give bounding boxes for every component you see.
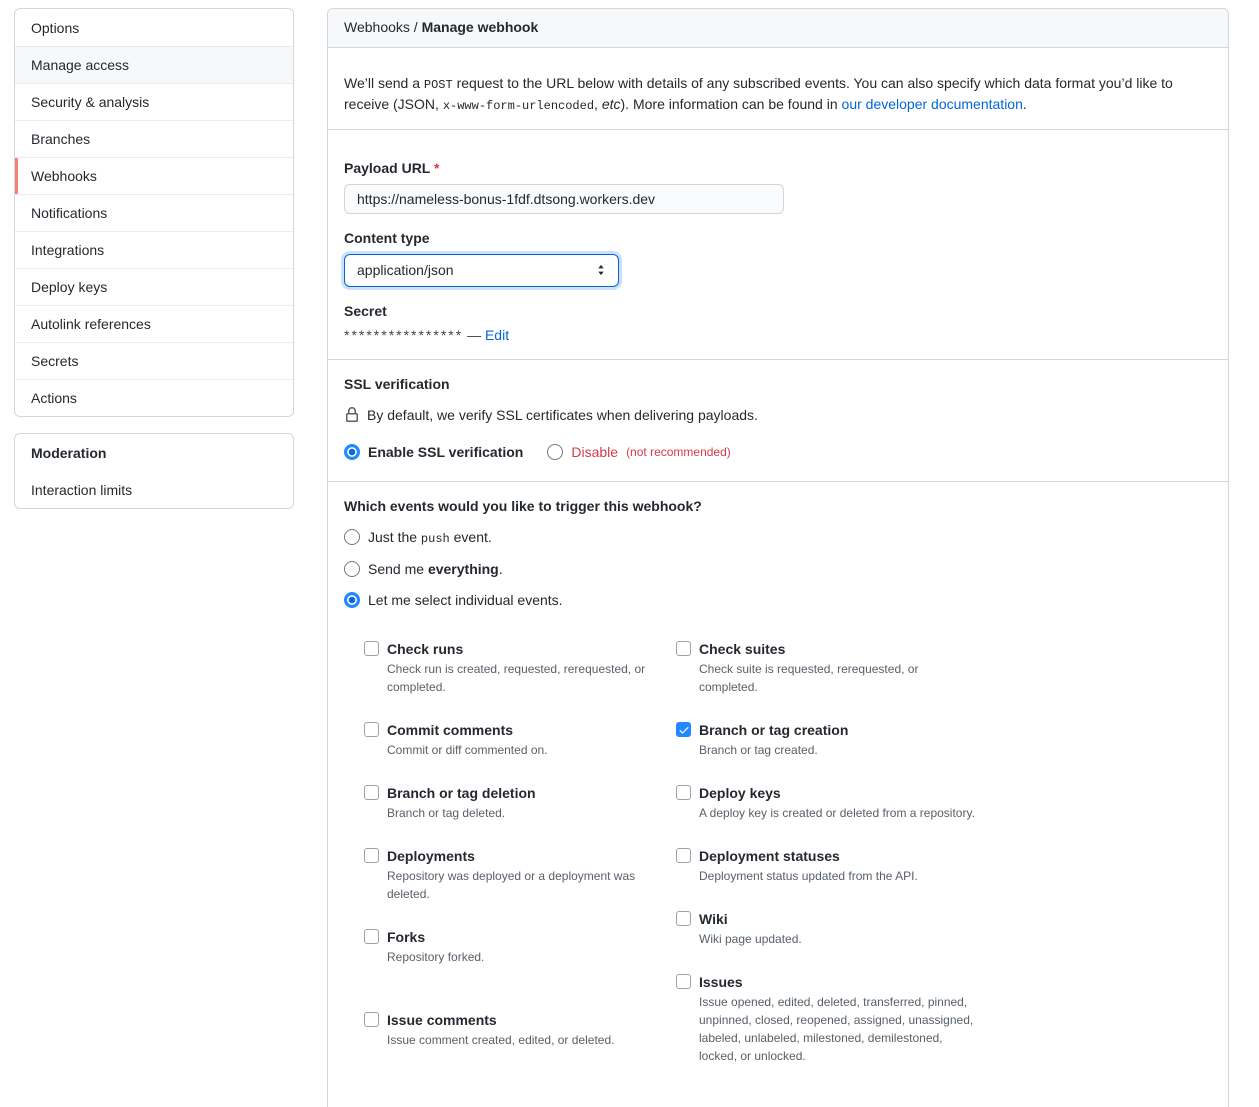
event-description: Check run is created, requested, rerequested, or completed. xyxy=(387,661,646,694)
moderation-items xyxy=(15,471,293,508)
sidebar-item-label: Autolink references xyxy=(31,316,151,332)
sidebar-item-webhooks[interactable] xyxy=(15,157,293,194)
event-description: Repository was deployed or a deployment was deleted. xyxy=(387,868,636,901)
sidebar-item-integrations[interactable] xyxy=(15,231,293,268)
event-item-wiki xyxy=(676,911,976,948)
event-description: A deploy key is created or deleted from a repository. xyxy=(699,805,975,820)
sidebar-item-label: Manage access xyxy=(31,57,130,73)
payload-url-label xyxy=(344,160,1212,176)
disable-ssl-label: Disable xyxy=(571,443,619,460)
event-description: Check suite is requested, rerequested, or completed. xyxy=(699,661,919,694)
lock-icon xyxy=(344,407,360,423)
secret-value-row xyxy=(344,327,1212,343)
event-description: Repository forked. xyxy=(387,949,485,964)
enable-ssl-option[interactable] xyxy=(344,444,523,460)
event-checkbox-forks[interactable] xyxy=(364,929,379,944)
secret-separator: — xyxy=(467,326,482,343)
event-checkbox-branch-or-tag-creation[interactable] xyxy=(676,722,691,737)
manage-webhook-panel xyxy=(327,8,1229,1107)
ssl-verification-section xyxy=(328,359,1228,481)
events-section xyxy=(328,481,1228,1107)
sidebar-item-manage-access[interactable] xyxy=(15,46,293,83)
event-title: Issues xyxy=(699,973,743,990)
event-description: Deployment status updated from the API. xyxy=(699,868,918,883)
event-title: Commit comments xyxy=(387,721,514,738)
sidebar-item-security-analysis[interactable] xyxy=(15,83,293,120)
breadcrumb-webhooks-link[interactable]: Webhooks xyxy=(344,19,410,35)
event-checkbox-issues[interactable] xyxy=(676,974,691,989)
payload-url-input[interactable] xyxy=(344,184,784,214)
event-checkbox-deployments[interactable] xyxy=(364,848,379,863)
secret-edit-link[interactable]: Edit xyxy=(484,326,510,343)
sidebar-item-deploy-keys[interactable] xyxy=(15,268,293,305)
content-type-selected-value: application/json xyxy=(357,262,454,279)
event-description: Issue comment created, edited, or deleted. xyxy=(387,1032,615,1047)
disable-ssl-note: (not recommended) xyxy=(626,444,731,459)
sidebar-item-label: Branches xyxy=(31,131,91,147)
just-push-radio[interactable] xyxy=(344,529,360,545)
just-push-option[interactable] xyxy=(344,529,1212,546)
event-item-branch-or-tag-creation xyxy=(676,722,976,759)
ssl-note-row xyxy=(344,407,1212,423)
event-checkbox-check-suites[interactable] xyxy=(676,641,691,656)
event-title: Wiki xyxy=(699,910,728,927)
sidebar-item-label: Deploy keys xyxy=(31,279,108,295)
secret-masked-value: **************** xyxy=(344,326,464,343)
select-caret-icon xyxy=(594,263,608,277)
sidebar-item-interaction-limits[interactable] xyxy=(15,471,293,508)
intro-text: ). More information can be found in xyxy=(620,96,842,113)
event-description: Wiki page updated. xyxy=(699,931,802,946)
content-type-label: Content type xyxy=(344,229,430,246)
developer-documentation-link[interactable]: our developer documentation xyxy=(841,96,1023,113)
individual-events-label: Let me select individual events. xyxy=(368,591,563,608)
event-item-deployment-statuses xyxy=(676,848,976,885)
sidebar-item-autolink-references[interactable] xyxy=(15,305,293,342)
enable-ssl-radio[interactable] xyxy=(344,444,360,460)
enable-ssl-label: Enable SSL verification xyxy=(368,443,524,460)
sidebar-item-secrets[interactable] xyxy=(15,342,293,379)
event-title: Check runs xyxy=(387,640,464,657)
sidebar-item-label: Options xyxy=(31,19,80,36)
breadcrumb xyxy=(328,9,1228,48)
sidebar-item-label: Interaction limits xyxy=(31,481,133,498)
event-description: Issue opened, edited, deleted, transferred, pinned, unpinned, closed, reopened, assigned, unassigned, labeled, unlabeled, milestoned, demilestoned, locked, or unlocked. xyxy=(699,994,974,1063)
disable-ssl-radio[interactable] xyxy=(547,444,563,460)
event-title: Branch or tag creation xyxy=(699,721,849,738)
event-checkbox-commit-comments[interactable] xyxy=(364,722,379,737)
event-title: Check suites xyxy=(699,640,786,657)
secret-label: Secret xyxy=(344,302,387,319)
event-title: Branch or tag deletion xyxy=(387,784,536,801)
event-description: Branch or tag deleted. xyxy=(387,805,506,820)
sidebar-item-notifications[interactable] xyxy=(15,194,293,231)
send-everything-radio[interactable] xyxy=(344,561,360,577)
event-description: Branch or tag created. xyxy=(699,742,818,757)
breadcrumb-separator: / xyxy=(413,19,418,35)
post-code: POST xyxy=(423,77,453,92)
intro-text: We’ll send a xyxy=(344,74,424,91)
event-item-issues xyxy=(676,974,976,1065)
events-question: Which events would you like to trigger this webhook? xyxy=(344,497,702,514)
event-title: Issue comments xyxy=(387,1011,497,1028)
event-title: Deployment statuses xyxy=(699,847,840,864)
event-title: Deploy keys xyxy=(699,784,781,801)
settings-sidebar xyxy=(14,8,294,509)
event-checkbox-deploy-keys[interactable] xyxy=(676,785,691,800)
sidebar-item-label: Webhooks xyxy=(31,168,97,184)
individual-events-radio[interactable] xyxy=(344,592,360,608)
event-item-check-runs xyxy=(364,641,676,696)
sidebar-item-label: Secrets xyxy=(31,353,79,369)
event-description: Commit or diff commented on. xyxy=(387,742,548,757)
events-grid xyxy=(364,641,1212,1091)
event-item-branch-or-tag-deletion xyxy=(364,785,676,822)
sidebar-item-actions[interactable] xyxy=(15,379,293,416)
sidebar-item-label: Actions xyxy=(31,390,77,406)
ssl-verification-title: SSL verification xyxy=(344,375,450,392)
event-checkbox-check-runs[interactable] xyxy=(364,641,379,656)
intro-text: request to the URL below with details of any subscribed events. You can also specify which data format you’d like to receive (JSON, xyxy=(344,74,1173,113)
checkmark-icon xyxy=(678,724,690,736)
event-item-commit-comments xyxy=(364,722,676,759)
send-everything-option[interactable] xyxy=(344,561,1212,577)
content-type-group xyxy=(344,230,1212,287)
intro-text: , xyxy=(594,96,602,113)
moderation-nav xyxy=(14,433,294,509)
disable-ssl-option[interactable] xyxy=(547,444,730,460)
event-title: Deployments xyxy=(387,847,475,864)
webhook-intro-text xyxy=(328,62,1228,130)
webhook-form-section xyxy=(328,144,1228,359)
event-item-deploy-keys xyxy=(676,785,976,822)
page-title: Manage webhook xyxy=(421,19,539,35)
event-checkbox-deployment-statuses[interactable] xyxy=(676,848,691,863)
event-item-forks xyxy=(364,929,676,966)
event-checkbox-issue-comments[interactable] xyxy=(364,1012,379,1027)
events-column-left xyxy=(364,641,676,1091)
event-item-deployments xyxy=(364,848,676,903)
event-title: Forks xyxy=(387,928,426,945)
settings-nav xyxy=(14,8,294,417)
sidebar-item-branches[interactable] xyxy=(15,120,293,157)
ssl-radio-group xyxy=(344,444,1212,460)
urlencoded-code: x-www-form-urlencoded xyxy=(442,99,595,114)
sidebar-item-options[interactable] xyxy=(15,9,293,46)
etc-italic: etc xyxy=(601,96,621,113)
event-checkbox-wiki[interactable] xyxy=(676,911,691,926)
event-item-check-suites xyxy=(676,641,976,696)
event-checkbox-branch-or-tag-deletion[interactable] xyxy=(364,785,379,800)
content-type-select[interactable] xyxy=(344,254,619,287)
payload-url-group xyxy=(344,160,1212,214)
send-everything-label: Send me everything. xyxy=(368,560,503,577)
events-column-right xyxy=(676,641,976,1091)
just-push-label: Just the push event. xyxy=(368,528,492,546)
ssl-note-text: By default, we verify SSL certificates when delivering payloads. xyxy=(367,406,758,423)
individual-events-option[interactable] xyxy=(344,592,1212,608)
secret-group xyxy=(344,303,1212,343)
payload-url-label-text: Payload URL xyxy=(344,159,431,176)
sidebar-item-label: Security & analysis xyxy=(31,94,150,110)
intro-text: . xyxy=(1022,96,1027,113)
event-item-issue-comments xyxy=(364,1012,676,1049)
sidebar-item-label: Integrations xyxy=(31,242,105,258)
sidebar-item-label: Notifications xyxy=(31,205,108,221)
required-asterisk: * xyxy=(434,159,440,176)
moderation-section-header: Moderation xyxy=(31,444,107,461)
